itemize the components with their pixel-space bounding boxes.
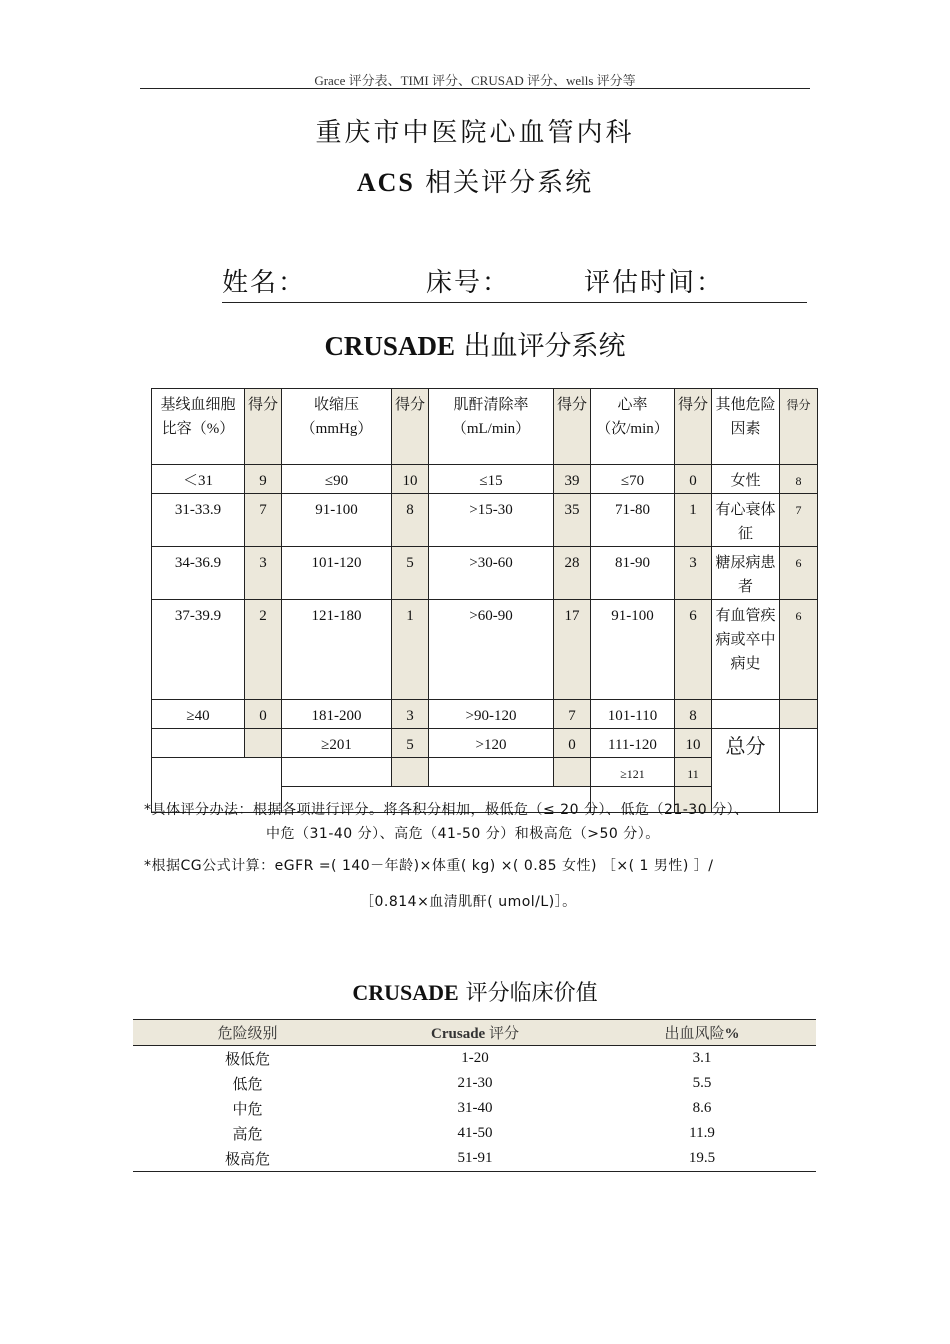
hr-range: ≤70 (591, 465, 675, 494)
risk-score: 8 (780, 465, 818, 494)
empty-cell (282, 758, 392, 787)
sbp-range: ≥201 (282, 729, 392, 758)
header-risk-level: 危险级别 (133, 1020, 362, 1046)
crcl-range: >15-30 (429, 494, 554, 547)
header-hematocrit: 基线血细胞比容（%） (152, 389, 245, 465)
header-score: 得分 (245, 389, 282, 465)
header-bleeding-text: 出血风险 (664, 1026, 725, 1042)
system-title (0, 162, 950, 199)
hr-range: ≥121 (591, 758, 675, 787)
hr-score: 11 (675, 758, 712, 787)
hematocrit-range: 37-39.9 (152, 600, 245, 700)
header-score: 得分 (392, 389, 429, 465)
hr-range: 91-100 (591, 600, 675, 700)
sbp-range: ≤90 (282, 465, 392, 494)
hr-score: 1 (675, 494, 712, 547)
hematocrit-range: 34-36.9 (152, 547, 245, 600)
empty-cell (429, 758, 554, 787)
header-risk: 其他危险因素 (712, 389, 780, 465)
clinical-value-table (133, 1019, 816, 1172)
crusade-score-range: 31-40 (457, 1100, 493, 1116)
crcl-score: 7 (554, 700, 591, 729)
hematocrit-range: ＜31 (152, 465, 245, 494)
empty-score-cell (245, 729, 282, 758)
bleeding-risk: 3.1 (692, 1050, 712, 1066)
empty-score-cell (392, 758, 429, 787)
table-row (152, 547, 818, 600)
crusade-title-bold: CRUSADE (324, 331, 455, 361)
total-score-value (780, 729, 818, 813)
sbp-score: 1 (392, 600, 429, 700)
running-header: Grace 评分表、TIMI 评分、CRUSAD 评分、wells 评分等 (314, 73, 636, 88)
hematocrit-range: ≥40 (152, 700, 245, 729)
sbp-score: 8 (392, 494, 429, 547)
crcl-score: 17 (554, 600, 591, 700)
sbp-range: 181-200 (282, 700, 392, 729)
header-crcl: 肌酐清除率（mL/min） (429, 389, 554, 465)
sbp-range: 121-180 (282, 600, 392, 700)
risk-level: 低危 (232, 1077, 263, 1093)
risk-factor: 糖尿病患者 (712, 547, 780, 600)
table-row (152, 729, 818, 758)
table-row (133, 1146, 816, 1172)
table-row (133, 1121, 816, 1146)
risk-score: 7 (780, 494, 818, 547)
hematocrit-range: 31-33.9 (152, 494, 245, 547)
risk-factor: 有心衰体征 (712, 494, 780, 547)
risk-score-empty (780, 700, 818, 729)
risk-score: 6 (780, 547, 818, 600)
table-row (133, 1096, 816, 1121)
table-header-row (152, 389, 818, 465)
hr-score: 0 (675, 465, 712, 494)
hematocrit-score: 2 (245, 600, 282, 700)
bleeding-risk: 11.9 (689, 1125, 715, 1141)
hr-score: 8 (675, 700, 712, 729)
hr-range: 71-80 (591, 494, 675, 547)
crusade-score-range: 1-20 (461, 1050, 489, 1066)
value-table-header (133, 1020, 816, 1046)
hematocrit-score: 0 (245, 700, 282, 729)
risk-level: 极高危 (224, 1152, 270, 1168)
department-title: 重庆市中医院心血管内科 (315, 118, 635, 148)
bleeding-risk: 19.5 (688, 1150, 716, 1166)
risk-factor: 女性 (712, 465, 780, 494)
hr-score: 3 (675, 547, 712, 600)
header-hr: 心率（次/min） (591, 389, 675, 465)
clinical-value-title (0, 976, 950, 1007)
crusade-score-range: 21-30 (457, 1075, 493, 1091)
time-label: 评估时间： (584, 268, 725, 298)
header-sbp: 收缩压（mmHg） (282, 389, 392, 465)
total-score-label: 总分 (712, 729, 780, 813)
sbp-score: 5 (392, 547, 429, 600)
risk-level: 中危 (232, 1102, 263, 1118)
risk-level: 极低危 (224, 1052, 270, 1068)
risk-factor-empty (712, 700, 780, 729)
crcl-score: 35 (554, 494, 591, 547)
crcl-range: >90-120 (429, 700, 554, 729)
scoring-note-line-1: *具体评分办法：根据各项进行评分。将各积分相加，极低危（≤ 20 分）、低危（21-30 分）、 (144, 802, 749, 818)
risk-score: 6 (780, 600, 818, 700)
crusade-title-rest: 出血评分系统 (454, 331, 626, 362)
table-row (152, 700, 818, 729)
hematocrit-score: 9 (245, 465, 282, 494)
table-row (152, 465, 818, 494)
hr-range: 81-90 (591, 547, 675, 600)
formula-note-line-2: ［0.814×血清肌酐( umol/L)］。 (360, 894, 577, 910)
hr-score: 6 (675, 600, 712, 700)
hematocrit-score: 3 (245, 547, 282, 600)
hr-score: 10 (675, 729, 712, 758)
crcl-range: ≤15 (429, 465, 554, 494)
crusade-score-table (151, 388, 818, 813)
crcl-range: >60-90 (429, 600, 554, 700)
name-label: 姓名： (222, 268, 307, 298)
hr-range: 111-120 (591, 729, 675, 758)
crusade-title (0, 324, 950, 363)
crcl-range: >30-60 (429, 547, 554, 600)
sbp-score: 10 (392, 465, 429, 494)
system-title-rest: 相关评分系统 (414, 168, 594, 198)
hematocrit-score: 7 (245, 494, 282, 547)
formula-note-line-1: *根据CG公式计算：eGFR =( 140－年龄)×体重( kg) ×( 0.85 女性) ［×( 1 男性) ］/ (144, 858, 714, 874)
table-row (133, 1046, 816, 1072)
value-title-rest: 评分临床价值 (458, 981, 598, 1006)
value-title-bold: CRUSADE (352, 980, 459, 1005)
crusade-score-range: 41-50 (457, 1125, 493, 1141)
info-rule (222, 302, 807, 303)
system-title-bold: ACS (356, 168, 415, 197)
header-crusade-score (362, 1020, 588, 1046)
header-crusade-bold: Crusade (431, 1026, 486, 1042)
crcl-score: 28 (554, 547, 591, 600)
header-crusade-rest: 评分 (485, 1026, 519, 1042)
risk-factor: 有血管疾病或卒中病史 (712, 600, 780, 700)
crusade-score-range: 51-91 (457, 1150, 493, 1166)
sbp-range: 101-120 (282, 547, 392, 600)
header-score: 得分 (554, 389, 591, 465)
header-score: 得分 (675, 389, 712, 465)
sbp-score: 5 (392, 729, 429, 758)
sbp-range: 91-100 (282, 494, 392, 547)
scoring-note-line-2: 中危（31-40 分）、高危（41-50 分）和极高危（>50 分）。 (266, 826, 660, 842)
header-rule (140, 88, 810, 89)
header-score: 得分 (780, 389, 818, 465)
crcl-range: >120 (429, 729, 554, 758)
header-bleeding-percent: % (724, 1026, 740, 1042)
bleeding-risk: 5.5 (692, 1075, 712, 1091)
header-bleeding-risk (588, 1020, 816, 1046)
table-row (133, 1071, 816, 1096)
risk-level: 高危 (232, 1127, 263, 1143)
crcl-score: 0 (554, 729, 591, 758)
bed-label: 床号： (426, 268, 511, 298)
sbp-score: 3 (392, 700, 429, 729)
empty-score-cell (554, 758, 591, 787)
table-row (152, 600, 818, 700)
crcl-score: 39 (554, 465, 591, 494)
bleeding-risk: 8.6 (692, 1100, 712, 1116)
hr-range: 101-110 (591, 700, 675, 729)
empty-cell (152, 729, 245, 758)
table-row (152, 494, 818, 547)
